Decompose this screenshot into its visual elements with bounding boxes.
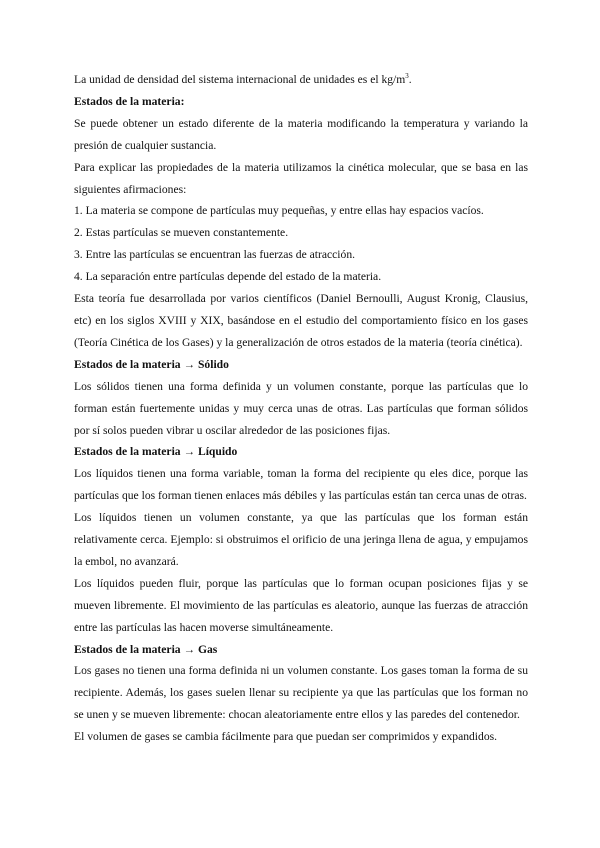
estados-paragraph-2: Para explicar las propiedades de la materia utilizamos la cinética molecular, que se basa en las siguientes afirmaciones: <box>74 160 528 196</box>
liquido-paragraph-2: Los líquidos tienen un volumen constante, ya que las partículas que los forman están relativamente cerca. Ejemplo: si obstruimos el orificio de una jeringa llena de agua, y empujamos la embol, no avanzará. <box>74 511 528 568</box>
liquido-paragraph-1: Los líquidos tienen una forma variable, toman la forma del recipiente qu eles dice, porque las partículas que los forman tienen enlaces más débiles y las partículas están tan cerca unas de otras. <box>74 467 528 503</box>
estados-list-item-3: 3. Entre las partículas se encuentran las fuerzas de atracción. <box>74 248 356 262</box>
solido-paragraph-1: Los sólidos tienen una forma definida y un volumen constante, porque las partículas que lo forman están fuertemente unidas y muy cerca unas de otras. Las partículas que forman sólidos por sí solos pueden vibrar u oscilar alrededor de las posiciones fijas. <box>74 379 528 437</box>
density-text: La unidad de densidad del sistema internacional de unidades es el kg/m <box>74 73 406 86</box>
density-paragraph <box>74 69 528 91</box>
heading-gas: Estados de la materia → Gas <box>74 642 218 656</box>
estados-list-item-4: 4. La separación entre partículas depende del estado de la materia. <box>74 270 382 284</box>
density-end: . <box>408 73 412 86</box>
liquido-paragraph-3: Los líquidos pueden fluir, porque las partículas que lo forman ocupan posiciones fijas y se mueven libremente. El movimiento de las partículas es aleatorio, aunque las fuerzas de atracción entre las partículas las hacen moverse simultáneamente. <box>74 576 528 634</box>
estados-paragraph-3: Esta teoría fue desarrollada por varios científicos (Daniel Bernoulli, August Kronig, Clausius, etc) en los siglos XVIII y XIX, basándose en el estudio del comportamiento físico en los gases (Teoría Cinética de los Gases) y la generalización de otros estados de la materia (teoría cinética). <box>74 292 528 349</box>
heading-liquido: Estados de la materia → Líquido <box>74 445 238 459</box>
density-exponent: 3 <box>405 72 409 81</box>
gas-paragraph-2: El volumen de gases se cambia fácilmente para que puedan ser comprimidos y expandidos. <box>74 730 498 744</box>
estados-paragraph-1: Se puede obtener un estado diferente de la materia modificando la temperatura y variando la presión de cualquier sustancia. <box>74 116 528 152</box>
estados-list-item-2: 2. Estas partículas se mueven constantemente. <box>74 226 289 240</box>
document-page <box>74 69 528 748</box>
gas-paragraph-1: Los gases no tienen una forma definida ni un volumen constante. Los gases toman la forma de su recipiente. Además, los gases suelen llenar su recipiente ya que las partículas que los forman no se unen y se mueven libremente: chocan aleatoriamente entre ellos y las paredes del contenedor. <box>74 664 528 722</box>
heading-estados: Estados de la materia: <box>74 94 185 108</box>
estados-list-item-1: 1. La materia se compone de partículas muy pequeñas, y entre ellas hay espacios vacíos. <box>74 204 484 218</box>
heading-solido: Estados de la materia → Sólido <box>74 357 229 371</box>
